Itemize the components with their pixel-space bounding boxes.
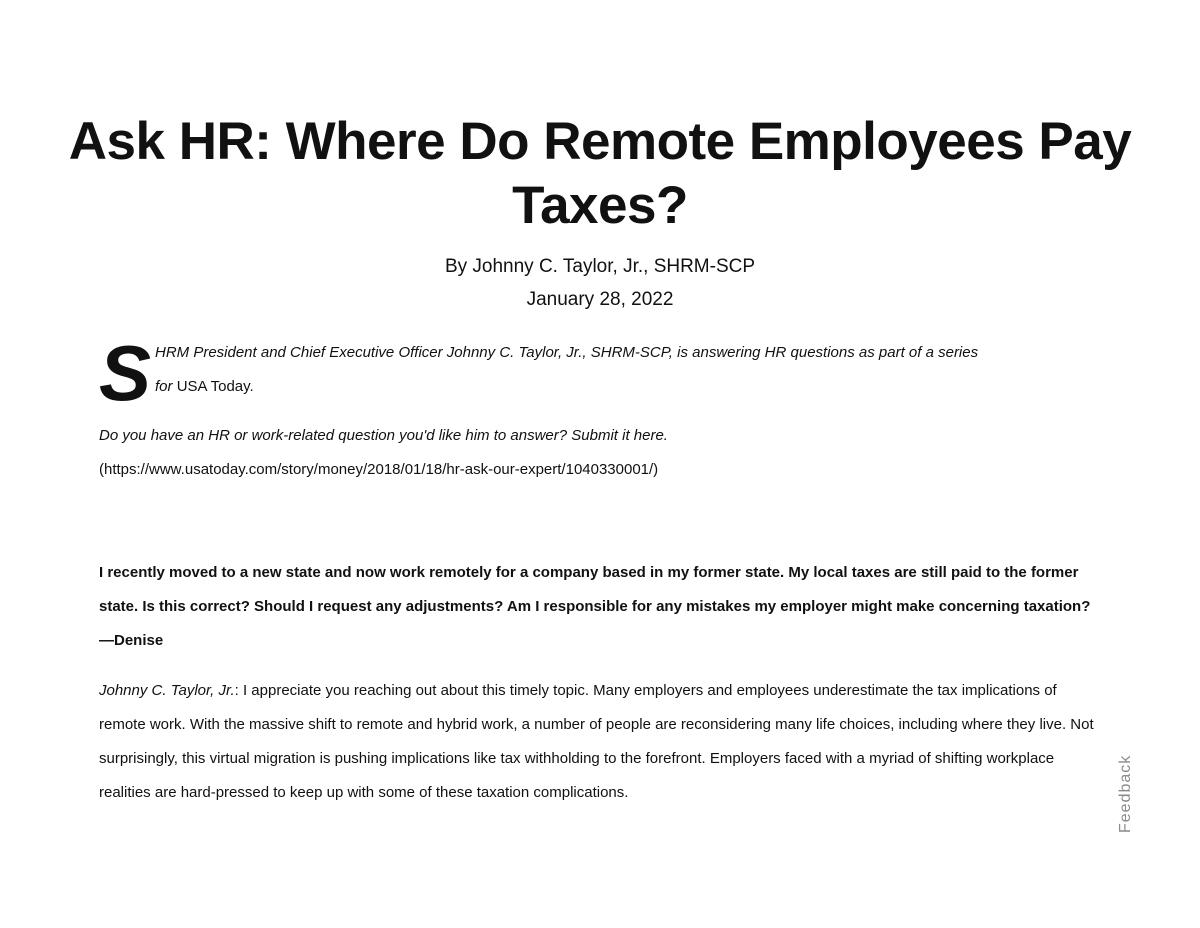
submit-question-prompt: Do you have an HR or work-related question you'd like him to answer? Submit it here. [99, 427, 668, 444]
answer-speaker-colon: : [234, 682, 239, 699]
submit-question-link[interactable]: (https://www.usatoday.com/story/money/2018/01/18/hr-ask-our-expert/1040330001/) [99, 461, 659, 478]
intro-for: for [155, 378, 177, 395]
reader-question: I recently moved to a new state and now work remotely for a company based in my former state. My local taxes are still paid to the former state. Is this correct? Should I request any adjustments? Am I responsible for any mistakes my employer might make concerning taxation? —Denise [99, 564, 1091, 649]
intro-period: . [249, 378, 254, 395]
article-title: Ask HR: Where Do Remote Employees Pay Taxes? [68, 112, 1132, 235]
intro-line-1: HRM President and Chief Executive Officer Johnny C. Taylor, Jr., SHRM-SCP, is answering HR questions as part of a series [155, 344, 979, 361]
answer-speaker: Johnny C. Taylor, Jr. [99, 682, 235, 699]
feedback-tab[interactable]: Feedback [1117, 754, 1134, 834]
answer-paragraph [99, 674, 1099, 810]
intro-paragraph [99, 329, 1089, 417]
intro-source: USA Today [176, 378, 250, 395]
article-date: January 28, 2022 [526, 289, 674, 310]
intro-line-2 [155, 378, 254, 395]
drop-cap: S [99, 329, 152, 417]
answer-text: I appreciate you reaching out about this timely topic. Many employers and employees underestimate the tax implications of remote work. With the massive shift to remote and hybrid work, a number of people are reconsidering many life choices, including where they live. Not surprisingly, this virtual migration is pushing implications like tax withholding to the forefront. Employers faced with a myriad of shifting workplace realities are hard-pressed to keep up with some of these taxation complications. [99, 682, 1094, 801]
article-author: By Johnny C. Taylor, Jr., SHRM-SCP [444, 256, 756, 277]
